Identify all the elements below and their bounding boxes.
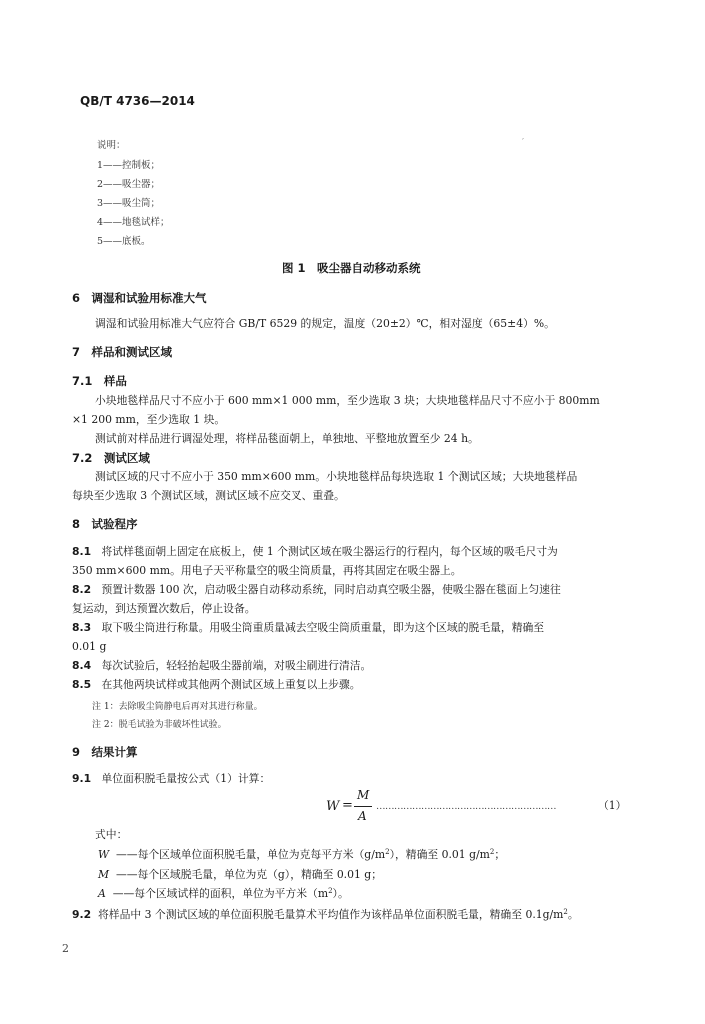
item-9-2 xyxy=(72,906,579,923)
variable-text: ——每个区域试样的面积，单位为平方米（m xyxy=(112,887,329,900)
variable-text: ）。 xyxy=(332,887,349,900)
legend-item: 2——吸尘器； xyxy=(97,179,161,190)
variable-text: ； xyxy=(494,848,506,861)
item-8-3-cont: 0.01 g xyxy=(72,640,107,653)
legend-item: 1——控制板； xyxy=(97,160,161,171)
item-text: 取下吸尘筒进行称量。用吸尘筒重质量减去空吸尘筒质重量，即为这个区域的脱毛量，精确至 xyxy=(101,621,545,634)
item-number: 8.3 xyxy=(72,621,92,634)
formula-leader-dots: …………………………………………………… xyxy=(376,801,556,812)
legend-item: 5——底板。 xyxy=(97,236,151,247)
section-7-1-text: ×1 200 mm，至少选取 1 块。 xyxy=(72,413,226,426)
legend-title: 说明： xyxy=(97,140,126,151)
section-9-heading: 9 结果计算 xyxy=(72,745,138,759)
section-7-heading: 7 样品和测试区域 xyxy=(72,345,173,359)
fraction-bar xyxy=(354,806,372,807)
section-7-2-text: 每块至少选取 3 个测试区域，测试区域不应交叉、重叠。 xyxy=(72,489,345,502)
item-8-1 xyxy=(72,543,558,560)
item-number: 8.1 xyxy=(72,545,92,558)
item-text: 。 xyxy=(567,908,579,921)
where-label: 式中： xyxy=(95,828,128,841)
variable-symbol: W xyxy=(98,848,110,861)
formula-equals: = xyxy=(342,798,353,813)
formula-number: （1） xyxy=(598,799,627,812)
item-8-2-cont: 复运动，到达预置次数后，停止设备。 xyxy=(72,602,256,615)
note-2: 注 2：脱毛试验为非破坏性试验。 xyxy=(92,720,227,730)
section-6-heading: 6 调湿和试验用标准大气 xyxy=(72,291,207,305)
item-text: 将试样毯面朝上固定在底板上，使 1 个测试区域在吸尘器运行的行程内，每个区域的吸毛尺寸为 xyxy=(101,545,558,558)
item-number: 8.4 xyxy=(72,659,92,672)
standard-code: QB/T 4736—2014 xyxy=(80,94,195,108)
variable-symbol: A xyxy=(98,887,106,900)
variable-definition xyxy=(98,885,349,902)
item-text: 预置计数器 100 次，启动吸尘器自动移动系统，同时启动真空吸尘器，使吸尘器在毯面上匀速往 xyxy=(101,583,561,596)
note-1: 注 1：去除吸尘筒静电后再对其进行称量。 xyxy=(92,702,263,712)
section-8-heading: 8 试验程序 xyxy=(72,517,138,531)
formula-denominator: A xyxy=(358,809,367,823)
figure-caption: 图 1 吸尘器自动移动系统 xyxy=(282,261,421,275)
corner-mark: ′ xyxy=(522,138,525,148)
formula-numerator: M xyxy=(357,788,370,802)
formula-lhs: W xyxy=(326,799,340,814)
item-number: 8.5 xyxy=(72,678,92,691)
variable-text: ——每个区域单位面积脱毛量，单位为克每平方米（g/m xyxy=(115,848,386,861)
variable-definition xyxy=(98,846,505,863)
superscript: 2 xyxy=(563,908,568,916)
superscript: 2 xyxy=(328,887,333,895)
item-8-3 xyxy=(72,619,544,636)
legend-item: 4——地毯试样； xyxy=(97,217,170,228)
legend-item: 3——吸尘筒； xyxy=(97,198,161,209)
variable-text: ——每个区域脱毛量，单位为克（g），精确至 0.01 g； xyxy=(115,868,382,881)
item-text: 每次试验后，轻轻抬起吸尘器前端，对吸尘刷进行清洁。 xyxy=(101,659,372,672)
item-number: 9.2 xyxy=(72,908,92,921)
superscript: 2 xyxy=(385,848,390,856)
page-number: 2 xyxy=(62,942,69,955)
section-6-text: 调湿和试验用标准大气应符合 GB/T 6529 的规定，温度（20±2）℃，相对湿度（65±4）%。 xyxy=(95,317,555,330)
item-number: 9.1 xyxy=(72,772,92,785)
item-number: 8.2 xyxy=(72,583,92,596)
item-text: 在其他两块试样或其他两个测试区域上重复以上步骤。 xyxy=(101,678,361,691)
item-text: 单位面积脱毛量按公式（1）计算： xyxy=(101,772,271,785)
item-8-2 xyxy=(72,581,561,598)
variable-text: ），精确至 0.01 g/m xyxy=(389,848,490,861)
item-8-4 xyxy=(72,657,371,674)
section-7-2-text: 测试区域的尺寸不应小于 350 mm×600 mm。小块地毯样品每块选取 1 个测试区域；大块地毯样品 xyxy=(95,470,578,483)
section-7-2-heading: 7.2 测试区域 xyxy=(72,451,150,465)
variable-symbol: M xyxy=(98,868,110,881)
section-7-1-text: 小块地毯样品尺寸不应小于 600 mm×1 000 mm，至少选取 3 块；大块地毯样品尺寸不应小于 800mm xyxy=(95,394,600,407)
section-7-1-text: 测试前对样品进行调湿处理，将样品毯面朝上，单独地、平整地放置至少 24 h。 xyxy=(95,432,479,445)
section-7-1-heading: 7.1 样品 xyxy=(72,374,127,388)
item-8-5 xyxy=(72,676,361,693)
variable-definition xyxy=(98,866,382,883)
superscript: 2 xyxy=(489,848,495,856)
item-9-1 xyxy=(72,770,270,787)
item-text: 将样品中 3 个测试区域的单位面积脱毛量算术平均值作为该样品单位面积脱毛量，精确至 0.1g/m xyxy=(98,908,564,921)
item-8-1-cont: 350 mm×600 mm。用电子天平称量空的吸尘筒质量，再将其固定在吸尘器上。 xyxy=(72,564,462,577)
